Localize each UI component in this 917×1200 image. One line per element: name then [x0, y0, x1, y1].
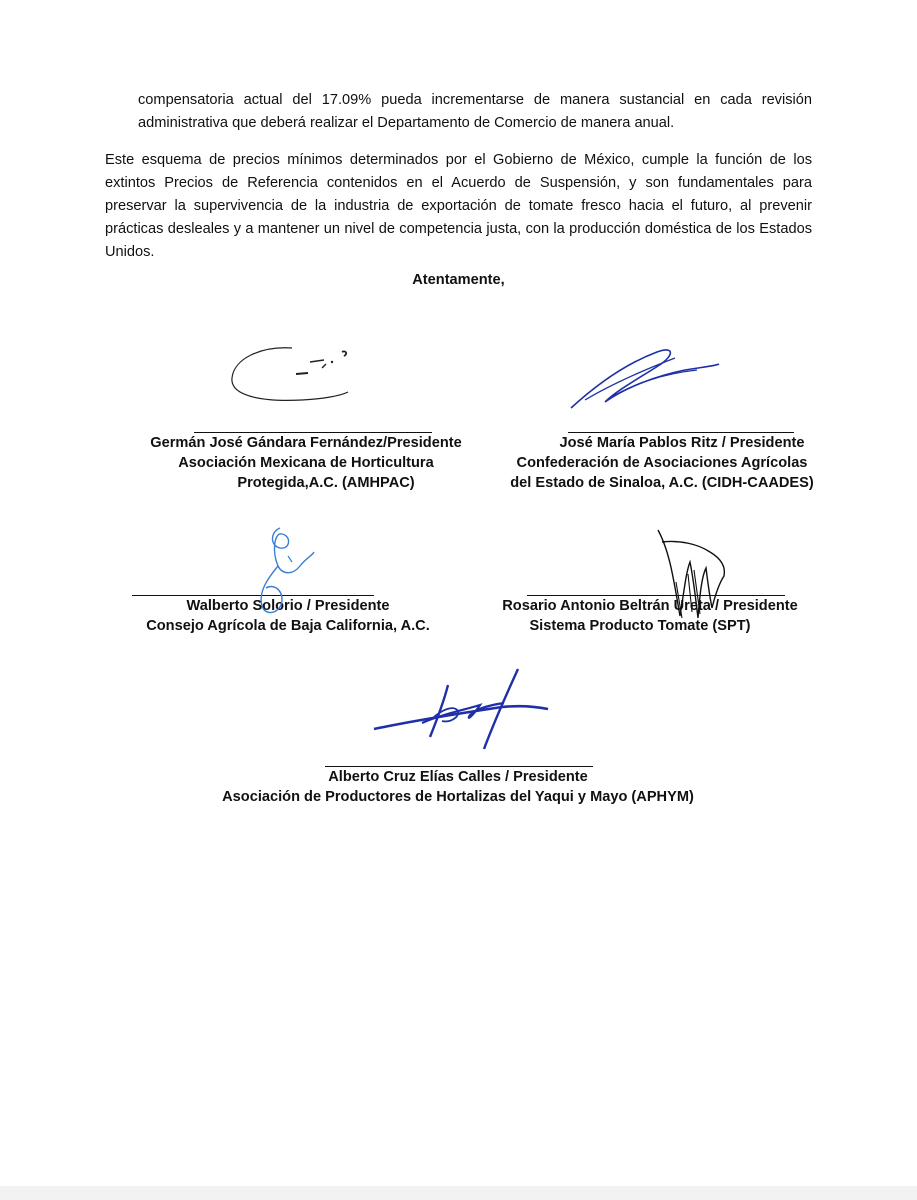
signatory-block-2: [456, 433, 868, 493]
page-bottom-edge: [0, 1186, 917, 1200]
signatory-1-org-cont: Protegida,A.C. (AMHPAC): [237, 475, 415, 491]
paragraph-esquema-precios: Este esquema de precios mínimos determinados por el Gobierno de México, cumple la función de los extintos Precios de Referencia contenidos en el Acuerdo de Suspensión, y son fundamentales para preservar la supervivencia de la industria de exportación de tomate fresco hacia el futuro, al prevenir prácticas desleales y a mantener un nivel de competencia justa, con la producción doméstica de los Estados Unidos.: [105, 152, 812, 260]
signatory-block-5: [158, 767, 758, 807]
signature-gandara: [222, 340, 362, 410]
signature-beltran: [650, 522, 730, 632]
signatory-5-org: Asociación de Productores de Hortalizas del Yaqui y Mayo (APHYM): [222, 789, 694, 805]
signatory-1-name: Germán José Gándara Fernández/Presidente: [150, 435, 462, 451]
paragraph-compensatoria: compensatoria actual del 17.09% pueda incrementarse de manera sustancial en cada revisión administrativa que deberá realizar el Departamento de Comercio de manera anual.: [138, 92, 812, 131]
signatory-4-name: Rosario Antonio Beltrán Ureta / Presidente: [502, 598, 798, 614]
signature-solorio: [252, 522, 322, 622]
signatory-2-org: Confederación de Asociaciones Agrícolas: [516, 455, 808, 471]
signatory-2-name: José María Pablos Ritz / Presidente: [559, 435, 805, 451]
signatory-2-org-cont: del Estado de Sinaloa, A.C. (CIDH-CAADES): [510, 475, 814, 491]
signatory-4-org: Sistema Producto Tomate (SPT): [529, 618, 751, 634]
signatory-3-org: Consejo Agrícola de Baja California, A.C.: [146, 618, 430, 634]
signatory-1-org: Asociación Mexicana de Horticultura: [178, 455, 434, 471]
closing-salutation: Atentamente,: [412, 272, 505, 288]
signatory-5-name: Alberto Cruz Elías Calles / Presidente: [328, 769, 588, 785]
signatory-3-name: Walberto Solorio / Presidente: [186, 598, 390, 614]
signatory-block-4: [450, 596, 830, 636]
signatory-block-1: [96, 433, 516, 493]
signature-cruz-elias: [372, 665, 552, 755]
signature-pablos: [565, 340, 725, 415]
